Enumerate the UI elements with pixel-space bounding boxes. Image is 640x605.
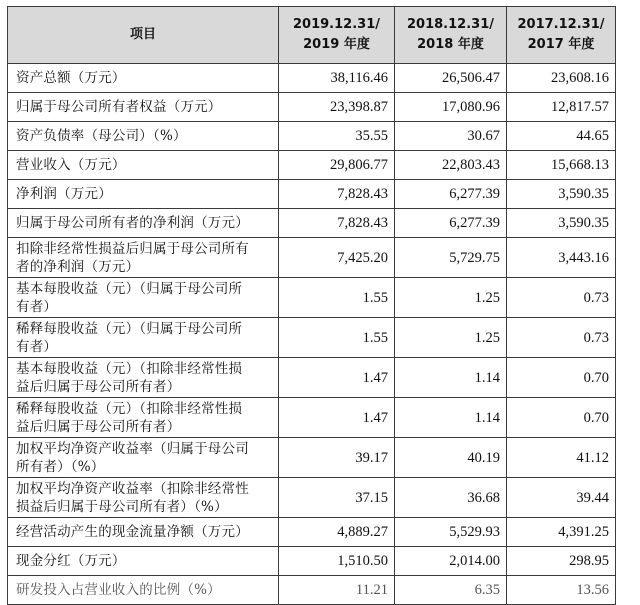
value-2019: 29,806.77: [279, 151, 395, 180]
row-label-text: 归属于母公司所有者的净利润（万元）: [16, 215, 249, 231]
row-label: [8, 318, 279, 358]
value-2018: 1.25: [395, 318, 507, 358]
table-row: [8, 180, 616, 209]
header-period-line1: 2017.12.31/: [517, 17, 605, 32]
value-2018: 1.14: [395, 398, 507, 438]
value-2017: 12,817.57: [507, 93, 616, 122]
row-label: [8, 398, 279, 438]
table-row: [8, 278, 616, 318]
header-period-2017: [507, 7, 616, 64]
row-label-text: 研发投入占营业收入的比例（%）: [16, 582, 221, 598]
value-2017: 15,668.13: [507, 151, 616, 180]
table-row: [8, 438, 616, 478]
row-label-line2: 所有者）（%）: [16, 458, 105, 475]
table-row: [8, 209, 616, 238]
row-label-line2: 损益后归属于母公司所有者）（%）: [16, 498, 228, 515]
header-period-line2: 2017 年度: [527, 37, 595, 52]
value-2017: 44.65: [507, 122, 616, 151]
row-label-line1: 稀释每股收益（元）（扣除非经常性损: [16, 400, 243, 417]
value-2018: 2,014.00: [395, 547, 507, 576]
row-label-text: 资产总额（万元）: [16, 70, 126, 86]
header-period-line2: 2018 年度: [417, 37, 484, 52]
row-label: [8, 576, 279, 605]
value-2017: 41.12: [507, 438, 616, 478]
value-2019: 1,510.50: [279, 547, 395, 576]
table-row: [8, 318, 616, 358]
value-2018: 22,803.43: [395, 151, 507, 180]
row-label: [8, 64, 279, 93]
row-label: [8, 151, 279, 180]
value-2019: 35.55: [279, 122, 395, 151]
value-2017: 0.73: [507, 318, 616, 358]
value-2018: 6,277.39: [395, 209, 507, 238]
value-2019: 38,116.46: [279, 64, 395, 93]
value-2017: 23,608.16: [507, 64, 616, 93]
financial-summary-table: [7, 6, 616, 605]
row-label-line1: 稀释每股收益（元）（归属于母公司所: [16, 320, 243, 337]
table-row: [8, 358, 616, 398]
table-row: [8, 238, 616, 278]
table-body: [8, 64, 616, 605]
row-label-line2: 者的净利润（万元）: [16, 258, 140, 275]
row-label: [8, 478, 279, 518]
table-row: [8, 478, 616, 518]
header-period-2018: [395, 7, 507, 64]
header-period-line2: 2019 年度: [303, 37, 370, 52]
row-label-text: 净利润（万元）: [16, 186, 112, 202]
value-2017: 0.70: [507, 358, 616, 398]
value-2017: 0.70: [507, 398, 616, 438]
row-label-line1: 基本每股收益（元）（归属于母公司所: [16, 280, 243, 297]
row-label-line1: 加权平均净资产收益率（归属于母公司: [16, 440, 249, 457]
value-2018: 36.68: [395, 478, 507, 518]
row-label: [8, 518, 279, 547]
value-2019: 11.21: [279, 576, 395, 605]
row-label-text: 经营活动产生的现金流量净额（万元）: [16, 524, 249, 540]
row-label: [8, 438, 279, 478]
row-label: [8, 93, 279, 122]
row-label-text: 归属于母公司所有者权益（万元）: [16, 99, 222, 115]
value-2018: 30.67: [395, 122, 507, 151]
value-2018: 5,729.75: [395, 238, 507, 278]
value-2019: 4,889.27: [279, 518, 395, 547]
value-2017: 3,443.16: [507, 238, 616, 278]
row-label-line2: 益后归属于母公司所有者）: [16, 418, 181, 435]
row-label-line2: 有者）: [16, 338, 58, 355]
value-2017: 3,590.35: [507, 209, 616, 238]
header-period-2019: [279, 7, 395, 64]
header-period-line1: 2018.12.31/: [407, 17, 494, 32]
table-row: [8, 93, 616, 122]
value-2018: 40.19: [395, 438, 507, 478]
value-2017: 3,590.35: [507, 180, 616, 209]
value-2018: 1.25: [395, 278, 507, 318]
table-row: [8, 398, 616, 438]
value-2017: 13.56: [507, 576, 616, 605]
row-label-text: 现金分红（万元）: [16, 553, 126, 569]
table-row: [8, 518, 616, 547]
row-label-line2: 益后归属于母公司所有者）: [16, 378, 181, 395]
value-2018: 6,277.39: [395, 180, 507, 209]
value-2019: 7,828.43: [279, 209, 395, 238]
row-label: [8, 122, 279, 151]
row-label-text: 资产负债率（母公司）（%）: [16, 128, 187, 144]
value-2018: 26,506.47: [395, 64, 507, 93]
value-2019: 1.47: [279, 358, 395, 398]
value-2019: 37.15: [279, 478, 395, 518]
value-2019: 7,425.20: [279, 238, 395, 278]
row-label: [8, 358, 279, 398]
value-2017: 4,391.25: [507, 518, 616, 547]
row-label: [8, 547, 279, 576]
value-2018: 6.35: [395, 576, 507, 605]
value-2019: 1.55: [279, 278, 395, 318]
table-row: [8, 122, 616, 151]
value-2019: 39.17: [279, 438, 395, 478]
table-row-partial: [8, 576, 616, 605]
value-2018: 5,529.93: [395, 518, 507, 547]
row-label-line1: 加权平均净资产收益率（扣除非经常性: [16, 480, 249, 497]
row-label-line1: 基本每股收益（元）（扣除非经常性损: [16, 360, 243, 377]
value-2017: 39.44: [507, 478, 616, 518]
value-2019: 7,828.43: [279, 180, 395, 209]
table-row: [8, 547, 616, 576]
header-period-line1: 2019.12.31/: [293, 17, 380, 32]
row-label: [8, 180, 279, 209]
row-label: [8, 278, 279, 318]
table-row: [8, 64, 616, 93]
header-item: [8, 7, 279, 64]
row-label: [8, 209, 279, 238]
value-2017: 298.95: [507, 547, 616, 576]
row-label-line2: 有者）: [16, 298, 58, 315]
value-2019: 1.47: [279, 398, 395, 438]
value-2018: 1.14: [395, 358, 507, 398]
value-2019: 1.55: [279, 318, 395, 358]
row-label-text: 营业收入（万元）: [16, 157, 126, 173]
value-2017: 0.73: [507, 278, 616, 318]
table-header: [8, 7, 616, 64]
row-label: [8, 238, 279, 278]
row-label-line1: 扣除非经常性损益后归属于母公司所有: [16, 240, 249, 257]
value-2018: 17,080.96: [395, 93, 507, 122]
table-row: [8, 151, 616, 180]
header-row: [8, 7, 616, 64]
value-2019: 23,398.87: [279, 93, 395, 122]
header-item-label: 项目: [129, 27, 156, 42]
